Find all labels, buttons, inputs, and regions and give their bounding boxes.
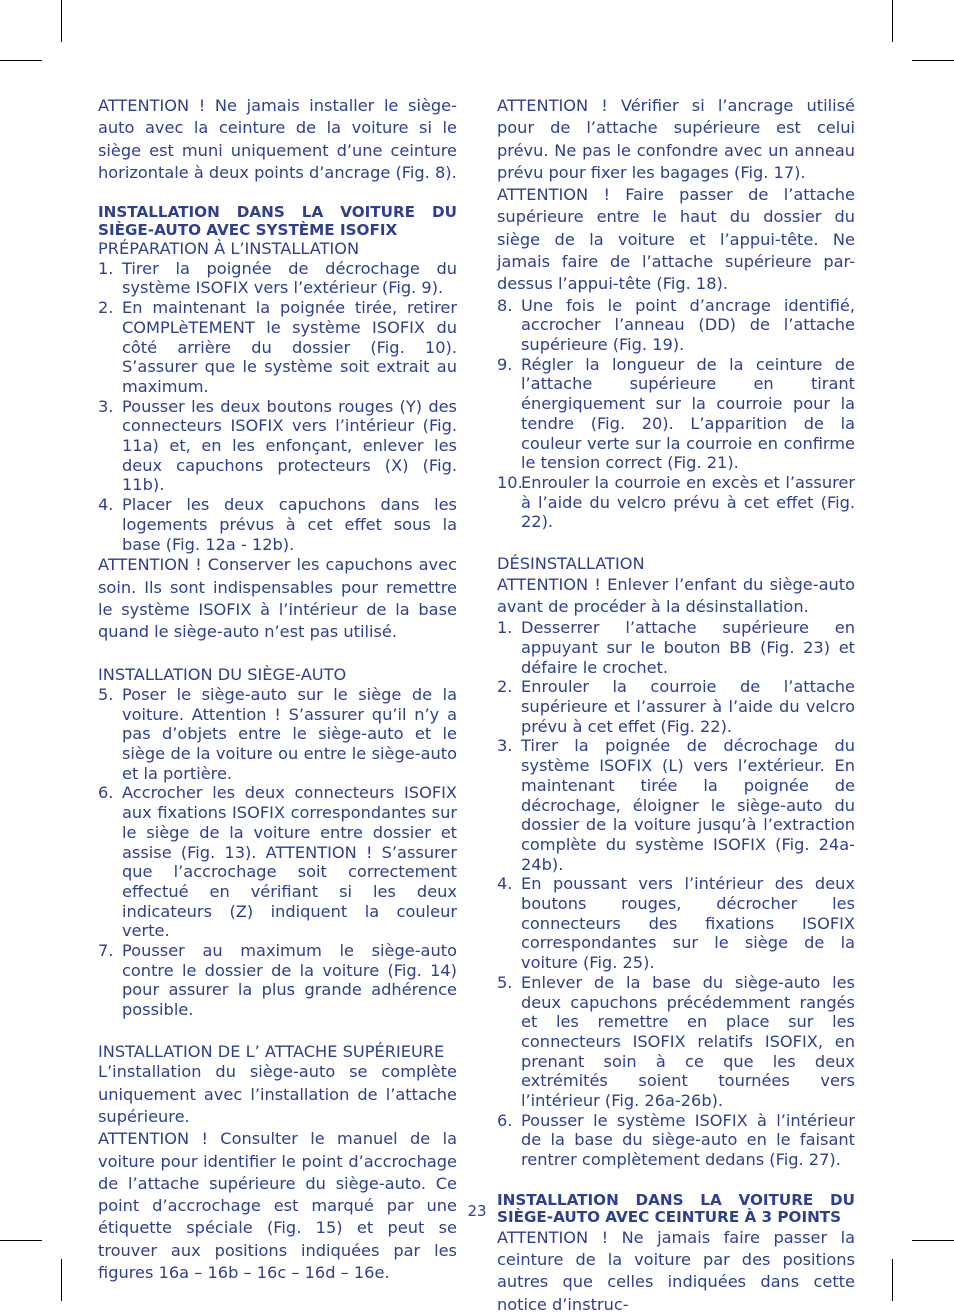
list-item-number: 6. bbox=[98, 783, 114, 803]
crop-mark bbox=[0, 60, 42, 61]
tether-steps bbox=[497, 296, 855, 532]
list-item-number: 1. bbox=[497, 618, 513, 638]
list-item-number: 3. bbox=[497, 736, 513, 756]
right-column bbox=[497, 95, 855, 1316]
list-item bbox=[98, 685, 457, 784]
list-item bbox=[98, 783, 457, 941]
anchor-warning: ATTENTION ! Vérifier si l’ancrage utilisé pour de l’attache supérieure est celui prévu. Ne pas le confondre avec un anneau prévu pour fixer les bagages (Fig. 17). bbox=[497, 96, 855, 182]
crop-mark bbox=[912, 60, 954, 61]
list-item-text: Pousser le système ISOFIX à l’intérieur de la base du siège-auto en le faisant rentrer complètement dedans (Fig. 27). bbox=[521, 1110, 855, 1170]
list-item-number: 5. bbox=[497, 972, 513, 992]
list-item bbox=[497, 473, 855, 532]
list-item bbox=[98, 298, 457, 397]
list-item-number: 5. bbox=[98, 684, 114, 704]
list-item bbox=[497, 973, 855, 1111]
list-item-text: Tirer la poignée de décrochage du système ISOFIX (L) vers l’extérieur. En maintenant tirée la poignée de décrochage, éloigner le siège-auto du dossier de la voiture jusqu’à l’extraction complète du système ISOFIX (Fig. 24a-24b). bbox=[521, 736, 855, 874]
list-item-text: Desserrer l’attache supérieure en appuyant sur le bouton BB (Fig. 23) et défaire le crochet. bbox=[521, 618, 855, 677]
list-item-text: Enrouler la courroie de l’attache supérieure et l’assurer à l’aide du velcro prévu à cet effet (Fig. 22). bbox=[521, 677, 855, 736]
uninstall-warning: ATTENTION ! Enlever l’enfant du siège-auto avant de procéder à la désinstallation. bbox=[497, 574, 855, 616]
uninstall-steps bbox=[497, 618, 855, 1170]
crop-mark bbox=[0, 1240, 42, 1241]
top-tether-heading: INSTALLATION DE L’ ATTACHE SUPÉRIEURE bbox=[98, 1041, 445, 1061]
list-item bbox=[497, 355, 855, 473]
list-item-number: 2. bbox=[497, 677, 513, 697]
list-item-number: 1. bbox=[98, 258, 114, 278]
left-column bbox=[98, 95, 457, 1284]
seat-install-heading: INSTALLATION DU SIÈGE-AUTO bbox=[98, 665, 347, 685]
list-item-number: 8. bbox=[497, 295, 513, 315]
list-item-number: 7. bbox=[98, 941, 114, 961]
intro-warning: ATTENTION ! Ne jamais installer le siège-auto avec la ceinture de la voiture si le siège est muni uniquement d’une ceinture horizontale à deux points d’ancrage (Fig. 8). bbox=[98, 96, 457, 182]
list-item bbox=[98, 397, 457, 496]
list-item-number: 6. bbox=[497, 1110, 513, 1130]
list-item bbox=[497, 677, 855, 736]
list-item bbox=[497, 736, 855, 874]
list-item bbox=[497, 1111, 855, 1170]
list-item bbox=[497, 874, 855, 973]
uninstall-heading: DÉSINSTALLATION bbox=[497, 554, 645, 574]
list-item bbox=[98, 941, 457, 1020]
list-item-text: Pousser les deux boutons rouges (Y) des connecteurs ISOFIX vers l’intérieur (Fig. 11a) et, en les enfonçant, enlever les deux capuchons protecteurs (X) (Fig. 11b). bbox=[122, 396, 457, 495]
list-item-text: Régler la longueur de la ceinture de l’attache supérieure en tirant énergiquement sur la courroie pour la tendre (Fig. 20). L’apparition de la couleur verte sur la courroie en confirme le tension correct (Fig. 21). bbox=[521, 354, 855, 473]
crop-mark bbox=[61, 1259, 62, 1301]
top-tether-warning: ATTENTION ! Consulter le manuel de la voiture pour identifier le point d’accrochage de l’attache supérieure du siège-auto. Ce point d’accrochage est marqué par une étiquette spéciale (Fig. 15) et peut se trouver aux positions indiquées par les figures 16a – 16b – 16c – 16d – 16e. bbox=[98, 1129, 457, 1283]
list-item-text: Accrocher les deux connecteurs ISOFIX aux fixations ISOFIX correspondantes sur le siège de la voiture entre dossier et assise (Fig. 13). ATTENTION ! S’assurer que l’accrochage soit correctement effectué en vérifiant si les deux indicateurs (Z) indiquent la couleur verte. bbox=[122, 783, 457, 941]
three-point-heading: INSTALLATION DANS LA VOITURE DU SIÈGE-AUTO AVEC CEINTURE À 3 POINTS bbox=[497, 1190, 855, 1227]
list-item-text: Enlever de la base du siège-auto les deux capuchons précédemment rangés et les remettre en place sur les connecteurs ISOFIX relatifs ISOFIX, en prenant soin à ce que les deux extrémités soient tournées vers l’intérieur (Fig. 26a-26b). bbox=[521, 972, 855, 1111]
crop-mark bbox=[892, 0, 893, 42]
list-item-text: Une fois le point d’ancrage identifié, accrocher l’anneau (DD) de l’attache supérieure (Fig. 19). bbox=[521, 295, 855, 355]
seat-install-steps bbox=[98, 685, 457, 1020]
list-item-number: 4. bbox=[98, 495, 114, 515]
list-item-text: Pousser au maximum le siège-auto contre le dossier de la voiture (Fig. 14) pour assurer la plus grande adhérence possible. bbox=[122, 941, 457, 1020]
list-item-number: 4. bbox=[497, 874, 513, 894]
list-item bbox=[497, 296, 855, 355]
crop-mark bbox=[61, 0, 62, 42]
list-item bbox=[497, 618, 855, 677]
preparation-heading: PRÉPARATION À L’INSTALLATION bbox=[98, 239, 360, 259]
crop-mark bbox=[912, 1240, 954, 1241]
isofix-heading: INSTALLATION DANS LA VOITURE DU SIÈGE-AUTO AVEC SYSTÈME ISOFIX bbox=[98, 203, 457, 239]
page-number: 23 bbox=[467, 1202, 487, 1220]
top-tether-intro: L’installation du siège-auto se complète uniquement avec l’installation de l’attache supérieure. bbox=[98, 1062, 457, 1126]
list-item-number: 3. bbox=[98, 396, 114, 416]
list-item-text: Poser le siège-auto sur le siège de la voiture. Attention ! S’assurer qu’il n’y a pas d’objets entre le siège-auto et le siège de la voiture ou entre le siège-auto et la portière. bbox=[122, 684, 457, 783]
preparation-steps bbox=[98, 259, 457, 555]
list-item-number: 10. bbox=[497, 473, 523, 492]
list-item-text: Tirer la poignée de décrochage du système ISOFIX vers l’extérieur (Fig. 9). bbox=[122, 258, 457, 298]
list-item-number: 2. bbox=[98, 298, 114, 318]
crop-mark bbox=[892, 1259, 893, 1301]
list-item-text: En poussant vers l’intérieur des deux boutons rouges, décrocher les connecteurs des fixations ISOFIX correspondantes sur le siège de la voiture (Fig. 25). bbox=[521, 874, 855, 973]
list-item-text: Enrouler la courroie en excès et l’assurer à l’aide du velcro prévu à cet effet (Fig. 22). bbox=[521, 473, 855, 532]
caps-warning: ATTENTION ! Conserver les capuchons avec soin. Ils sont indispensables pour remettre le système ISOFIX à l’intérieur de la base quand le siège-auto n’est pas utilisé. bbox=[98, 555, 457, 642]
list-item-text: Placer les deux capuchons dans les logements prévus à cet effet sous la base (Fig. 12a - 12b). bbox=[122, 495, 457, 554]
three-point-warning: ATTENTION ! Ne jamais faire passer la ceinture de la voiture par des positions autres que celles indiquées dans cette notice d’instruc- bbox=[497, 1227, 855, 1314]
list-item bbox=[98, 495, 457, 554]
list-item bbox=[98, 259, 457, 298]
list-item-text: En maintenant la poignée tirée, retirer COMPLèTEMENT le système ISOFIX du côté arrière du dossier (Fig. 10). S’assurer que le système soit extrait au maximum. bbox=[122, 298, 457, 396]
routing-warning: ATTENTION ! Faire passer de l’attache supérieure entre le haut du dossier du siège de la voiture et l’appui-tête. Ne jamais faire de l’attache supérieure par-dessus l’appui-tête (Fig. 18). bbox=[497, 185, 855, 294]
list-item-number: 9. bbox=[497, 354, 513, 374]
